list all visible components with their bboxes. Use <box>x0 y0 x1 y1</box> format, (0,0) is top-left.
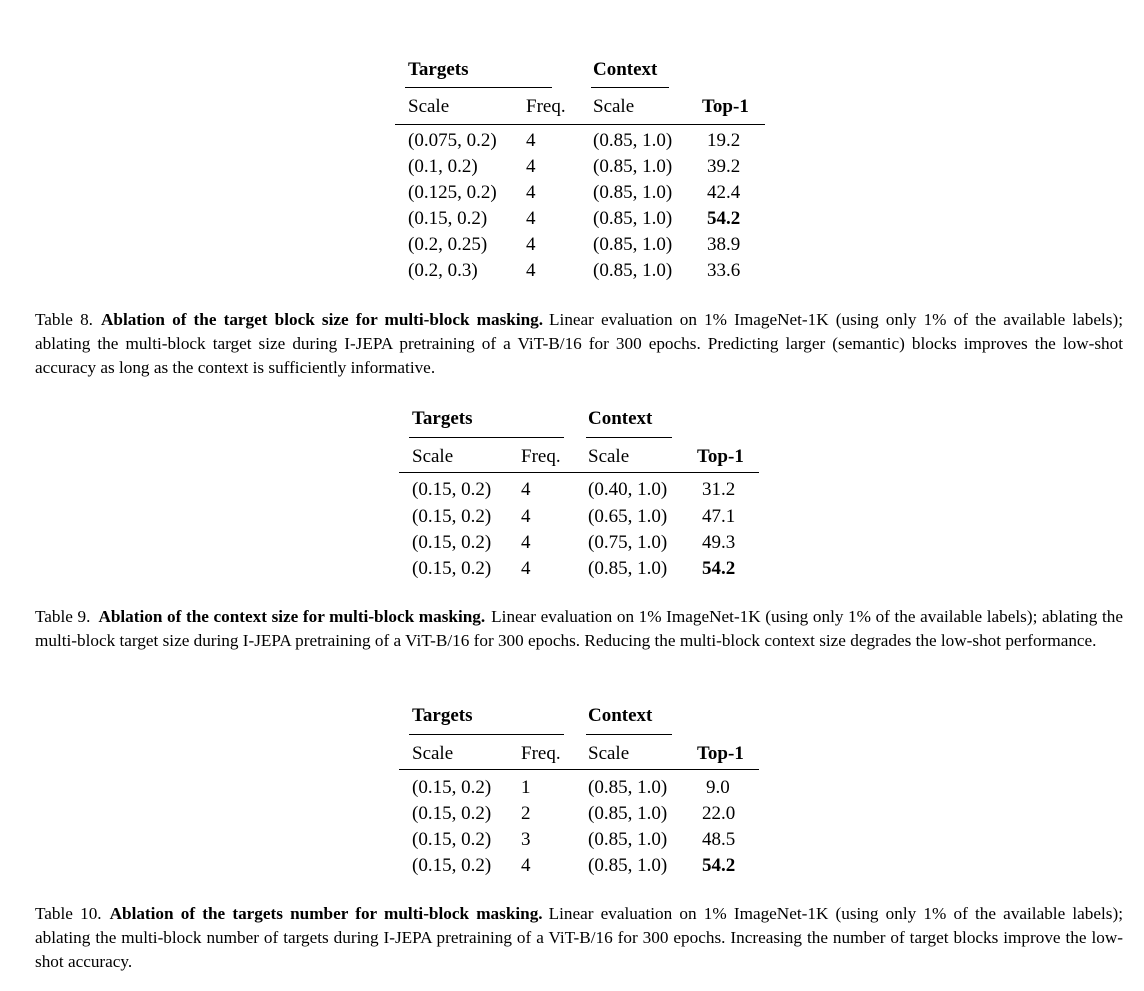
freq-cell: 4 <box>526 156 536 177</box>
caption-body: Linear evaluation on 1% ImageNet-1K (using only 1% of the available labels); ablating the multi-block number of targets during I-JEPA pretraining of a ViT-B/16 for 300 epochs. Increasing the number of target blocks improve the low-shot accuracy. <box>35 904 1123 971</box>
targets-group-header: Targets <box>408 59 469 80</box>
table-9 <box>399 406 759 586</box>
context-scale-cell: (0.85, 1.0) <box>588 803 668 824</box>
context-group-rule <box>586 734 672 735</box>
targets-group-rule <box>409 437 564 438</box>
context-group-rule <box>586 437 672 438</box>
freq-column-header: Freq. <box>526 96 566 117</box>
top1-cell-best: 54.2 <box>702 558 736 579</box>
scale-column-header: Scale <box>408 96 450 117</box>
context-scale-cell: (0.85, 1.0) <box>593 208 673 229</box>
context-scale-cell: (0.85, 1.0) <box>593 182 673 203</box>
freq-cell: 3 <box>521 829 531 850</box>
target-scale-cell: (0.15, 0.2) <box>412 532 492 553</box>
freq-cell: 2 <box>521 803 531 824</box>
freq-cell: 4 <box>526 260 536 281</box>
freq-cell: 4 <box>521 532 531 553</box>
freq-cell: 4 <box>521 506 531 527</box>
context-group-rule <box>591 87 669 88</box>
table-10-caption <box>35 902 1123 974</box>
target-scale-cell: (0.075, 0.2) <box>408 130 497 151</box>
header-rule <box>399 769 759 770</box>
top1-column-header: Top-1 <box>702 96 749 117</box>
header-rule <box>399 472 759 473</box>
top1-column-header: Top-1 <box>697 446 744 467</box>
context-scale-column-header: Scale <box>593 96 635 117</box>
caption-title: Ablation of the target block size for multi-block masking. <box>100 310 544 329</box>
caption-label: Table 8. <box>35 310 93 329</box>
top1-cell: 47.1 <box>702 506 736 527</box>
context-group-header: Context <box>593 59 658 80</box>
table-8 <box>395 57 765 287</box>
target-scale-cell: (0.2, 0.3) <box>408 260 478 281</box>
targets-group-rule <box>409 734 564 735</box>
context-scale-cell: (0.85, 1.0) <box>593 130 673 151</box>
context-scale-column-header: Scale <box>588 446 630 467</box>
target-scale-cell: (0.15, 0.2) <box>412 558 492 579</box>
header-rule <box>395 124 765 125</box>
freq-cell: 4 <box>526 182 536 203</box>
top1-cell-best: 54.2 <box>702 855 736 876</box>
context-scale-cell: (0.75, 1.0) <box>588 532 668 553</box>
caption-label: Table 9. <box>35 607 91 626</box>
target-scale-cell: (0.15, 0.2) <box>412 506 492 527</box>
freq-column-header: Freq. <box>521 743 561 764</box>
target-scale-cell: (0.15, 0.2) <box>412 803 492 824</box>
table-10 <box>399 703 759 883</box>
context-scale-cell: (0.85, 1.0) <box>588 829 668 850</box>
context-scale-cell: (0.85, 1.0) <box>588 777 668 798</box>
caption-body: Linear evaluation on 1% ImageNet-1K (using only 1% of the available labels); ablating the multi-block target size during I-JEPA pretraining of a ViT-B/16 for 300 epochs. Reducing the multi-block context size degrades the low-shot performance. <box>35 607 1123 650</box>
freq-cell: 4 <box>521 558 531 579</box>
top1-cell: 19.2 <box>707 130 741 151</box>
target-scale-cell: (0.15, 0.2) <box>412 777 492 798</box>
table-8-caption <box>35 308 1123 380</box>
context-scale-cell: (0.85, 1.0) <box>593 260 673 281</box>
top1-cell-best: 54.2 <box>707 208 741 229</box>
context-group-header: Context <box>588 408 653 429</box>
top1-cell: 33.6 <box>707 260 741 281</box>
target-scale-cell: (0.15, 0.2) <box>408 208 488 229</box>
context-group-header: Context <box>588 705 653 726</box>
scale-column-header: Scale <box>412 446 454 467</box>
freq-cell: 4 <box>526 208 536 229</box>
context-scale-cell: (0.40, 1.0) <box>588 479 668 500</box>
table-9-caption <box>35 605 1123 653</box>
freq-cell: 4 <box>526 130 536 151</box>
context-scale-cell: (0.85, 1.0) <box>593 156 673 177</box>
top1-cell: 42.4 <box>707 182 741 203</box>
context-scale-column-header: Scale <box>588 743 630 764</box>
scale-column-header: Scale <box>412 743 454 764</box>
caption-title: Ablation of the targets number for multi-block masking. <box>109 904 543 923</box>
top1-cell: 39.2 <box>707 156 741 177</box>
top1-cell: 49.3 <box>702 532 736 553</box>
freq-cell: 4 <box>521 855 531 876</box>
context-scale-cell: (0.85, 1.0) <box>593 234 673 255</box>
freq-cell: 4 <box>526 234 536 255</box>
target-scale-cell: (0.15, 0.2) <box>412 855 492 876</box>
target-scale-cell: (0.15, 0.2) <box>412 829 492 850</box>
top1-column-header: Top-1 <box>697 743 744 764</box>
target-scale-cell: (0.1, 0.2) <box>408 156 478 177</box>
target-scale-cell: (0.15, 0.2) <box>412 479 492 500</box>
context-scale-cell: (0.85, 1.0) <box>588 558 668 579</box>
top1-cell: 22.0 <box>702 803 736 824</box>
caption-body: Linear evaluation on 1% ImageNet-1K (using only 1% of the available labels); ablating the multi-block target size during I-JEPA pretraining of a ViT-B/16 for 300 epochs. Predicting larger (semantic) blocks improves the low-shot accuracy as long as the context is sufficiently informative. <box>35 310 1123 377</box>
caption-title: Ablation of the context size for multi-block masking. <box>98 607 486 626</box>
freq-column-header: Freq. <box>521 446 561 467</box>
caption-label: Table 10. <box>35 904 102 923</box>
target-scale-cell: (0.2, 0.25) <box>408 234 488 255</box>
top1-cell: 9.0 <box>706 777 730 798</box>
freq-cell: 1 <box>521 777 531 798</box>
targets-group-header: Targets <box>412 408 473 429</box>
freq-cell: 4 <box>521 479 531 500</box>
context-scale-cell: (0.85, 1.0) <box>588 855 668 876</box>
top1-cell: 38.9 <box>707 234 741 255</box>
targets-group-rule <box>405 87 552 88</box>
context-scale-cell: (0.65, 1.0) <box>588 506 668 527</box>
top1-cell: 48.5 <box>702 829 736 850</box>
target-scale-cell: (0.125, 0.2) <box>408 182 497 203</box>
top1-cell: 31.2 <box>702 479 736 500</box>
targets-group-header: Targets <box>412 705 473 726</box>
